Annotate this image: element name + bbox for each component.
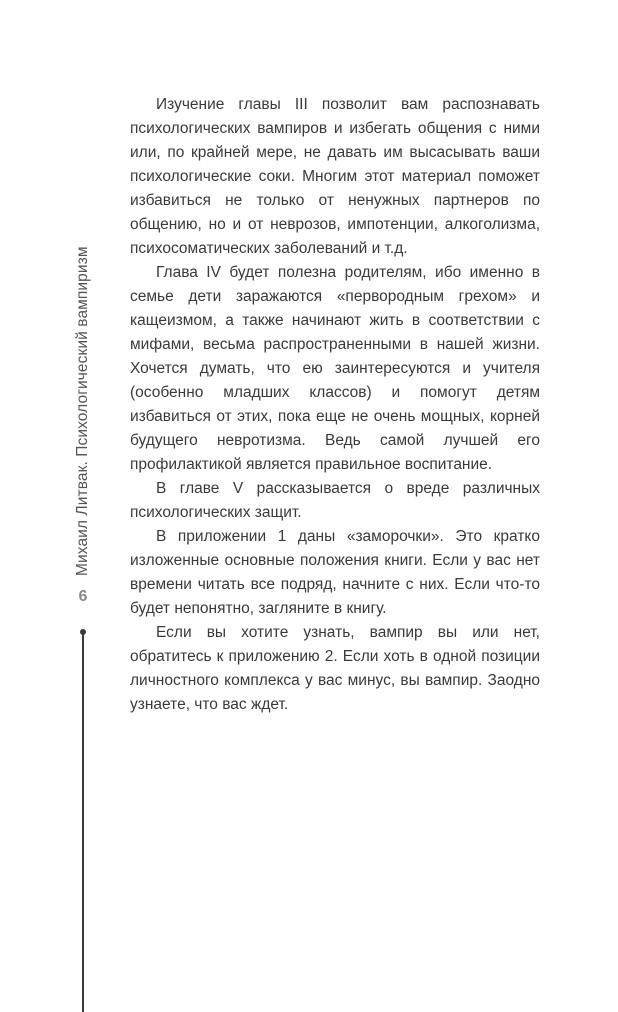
margin-rule-line <box>82 632 84 1012</box>
side-margin <box>68 86 98 1000</box>
paragraph: В главе V рассказывается о вреде различных психологических защит. <box>130 480 540 521</box>
running-title: Михаил Литвак. Психологический вампиризм <box>74 246 91 576</box>
body-text <box>130 93 540 717</box>
page-number: 6 <box>78 588 88 605</box>
paragraph: Изучение главы III позволит вам распознавать психологических вампиров и избегать общения с ними или, по крайней мере, не давать им высасывать ваши психологические соки. Многим этот материал поможет избавиться не только от ненужных партнеров по общению, но и от неврозов, импотенции, алкоголизма, психосоматических заболеваний и т.д. <box>130 96 540 257</box>
paragraph: В приложении 1 даны «заморочки». Это кратко изложенные основные положения книги. Если у вас нет времени читать все подряд, начните с них. Если что-то будет непонятно, загляните в книгу. <box>130 528 540 617</box>
paragraph: Глава IV будет полезна родителям, ибо именно в семье дети заражаются «первородным грехом» и кащеизмом, а также начинают жить в соответствии с мифами, весьма распространенными в нашей жизни. Хочется думать, что ею заинтересуются и учителя (особенно младших классов) и помогут детям избавиться от этих, пока еще не очень мощных, корней будущего невротизма. Ведь самой лучшей его профилактикой является правильное воспитание. <box>130 264 540 473</box>
paragraph: Если вы хотите узнать, вампир вы или нет, обратитесь к приложению 2. Если хоть в одной позиции личностного комплекса у вас минус, вы вампир. Заодно узнаете, что вас ждет. <box>130 624 540 713</box>
running-title-container <box>68 86 98 576</box>
